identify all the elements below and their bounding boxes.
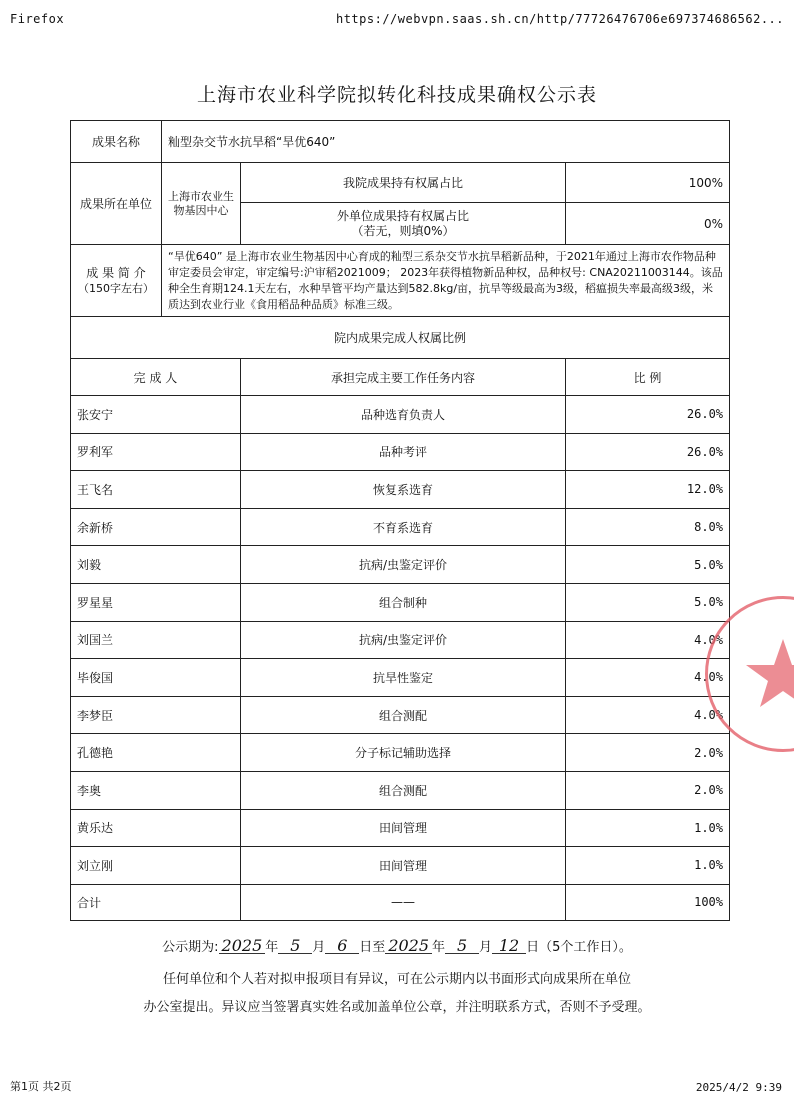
person-name: 李梦臣: [71, 696, 241, 734]
task-content: 不育系选育: [241, 508, 566, 546]
section-row: [71, 317, 730, 359]
table-row: [71, 546, 730, 584]
month-text-2: 月: [479, 940, 493, 955]
ratio-value: 4.0%: [566, 696, 730, 734]
print-datetime: 2025/4/2 9:39: [695, 1081, 782, 1094]
table-row: [71, 659, 730, 697]
table-row: [71, 734, 730, 772]
table-row: [71, 847, 730, 885]
brief-sub-label: （150字左右）: [78, 281, 154, 295]
person-name: 余新桥: [71, 508, 241, 546]
ratio-value: 2.0%: [566, 771, 730, 809]
total-row: [71, 884, 730, 920]
browser-url: https://webvpn.saas.sh.cn/http/77726476706e697374686562...: [335, 12, 784, 26]
name-row: [71, 121, 730, 163]
total-label: 合计: [71, 884, 241, 920]
unit-row-1: [71, 163, 730, 203]
table-row: [71, 396, 730, 434]
notice-line-2: 任何单位和个人若对拟申报项目有异议，可在公示期内以书面形式向成果所在单位: [162, 972, 631, 987]
ratio-value: 5.0%: [566, 583, 730, 621]
page-count: 第1页 共2页: [10, 1080, 72, 1093]
start-month: 5: [278, 939, 312, 954]
document-title: 上海市农业科学院拟转化科技成果确权公示表: [196, 84, 597, 106]
end-month: 5: [445, 939, 479, 954]
brief-label-cell: [71, 245, 162, 317]
table-row: [71, 583, 730, 621]
start-year: 2025: [219, 939, 266, 954]
task-content: 抗病/虫鉴定评价: [241, 546, 566, 584]
column-header-row: [71, 359, 730, 396]
task-content: 恢复系选育: [241, 471, 566, 509]
ratio-value: 4.0%: [566, 659, 730, 697]
ratio-value: 1.0%: [566, 847, 730, 885]
notice-period-line: [0, 936, 794, 955]
share-out-cell: [241, 203, 566, 245]
month-text: 月: [312, 940, 326, 955]
person-name: 孔德艳: [71, 734, 241, 772]
person-name: 张安宁: [71, 396, 241, 434]
person-name: 刘国兰: [71, 621, 241, 659]
table-row: [71, 809, 730, 847]
total-task: ——: [241, 884, 566, 920]
task-content: 组合制种: [241, 583, 566, 621]
person-name: 王飞名: [71, 471, 241, 509]
section-title: 院内成果完成人权属比例: [71, 317, 730, 359]
person-name: 刘立刚: [71, 847, 241, 885]
table-row: [71, 471, 730, 509]
ratio-value: 5.0%: [566, 546, 730, 584]
share-in-label: 我院成果持有权属占比: [241, 163, 566, 203]
task-content: 田间管理: [241, 847, 566, 885]
ratio-value: 4.0%: [566, 621, 730, 659]
task-content: 品种考评: [241, 433, 566, 471]
table-row: [71, 508, 730, 546]
end-text: 日（5个工作日）。: [526, 940, 632, 955]
share-out-value: 0%: [566, 203, 730, 245]
unit-value: 上海市农业生物基因中心: [162, 163, 241, 245]
table-row: [71, 433, 730, 471]
person-name: 罗星星: [71, 583, 241, 621]
table-row: [71, 621, 730, 659]
total-ratio: 100%: [566, 884, 730, 920]
person-name: 李奥: [71, 771, 241, 809]
notice-line-3: 办公室提出。异议应当签署真实姓名或加盖单位公章，并注明联系方式，否则不予受理。: [143, 1000, 651, 1015]
task-content: 分子标记辅助选择: [241, 734, 566, 772]
task-content: 品种选育负责人: [241, 396, 566, 434]
ratio-value: 26.0%: [566, 396, 730, 434]
brief-label: 成 果 简 介: [86, 265, 146, 280]
confirmation-table: [70, 120, 730, 921]
person-name: 刘毅: [71, 546, 241, 584]
ratio-value: 1.0%: [566, 809, 730, 847]
end-day: 12: [492, 939, 526, 954]
task-content: 组合测配: [241, 771, 566, 809]
column-header-task: 承担完成主要工作任务内容: [241, 359, 566, 396]
notice-prefix: 公示期为:: [162, 940, 219, 955]
column-header-ratio: 比 例: [566, 359, 730, 396]
task-content: 抗病/虫鉴定评价: [241, 621, 566, 659]
share-out-note: （若无，则填0%）: [351, 223, 455, 238]
ratio-value: 2.0%: [566, 734, 730, 772]
task-content: 田间管理: [241, 809, 566, 847]
brief-text: “旱优640” 是上海市农业生物基因中心育成的籼型三系杂交节水抗旱稻新品种，于2021年通过上海市农作物品种审定委员会审定，审定编号:沪审稻2021009； 2023年获得植物新品种权，品种权号: CNA20211003144。该品种全生育期124.1天左右，水种旱管平均产量达到582.8kg/亩，抗旱等级最高为3级，稻瘟损失率最高级3级，米质达到农业行业《食用稻品种品质》标准三级。: [162, 245, 730, 317]
ratio-value: 26.0%: [566, 433, 730, 471]
person-name: 毕俊国: [71, 659, 241, 697]
person-name: 罗利军: [71, 433, 241, 471]
column-header-person: 完 成 人: [71, 359, 241, 396]
end-year: 2025: [385, 939, 432, 954]
table-row: [71, 696, 730, 734]
browser-app-name: Firefox: [10, 12, 65, 26]
share-out-label: 外单位成果持有权属占比: [336, 208, 469, 223]
share-in-value: 100%: [566, 163, 730, 203]
official-seal-stamp: [705, 596, 794, 752]
task-content: 组合测配: [241, 696, 566, 734]
table-row: [71, 771, 730, 809]
brief-row: [71, 245, 730, 317]
ratio-value: 12.0%: [566, 471, 730, 509]
person-name: 黄乐达: [71, 809, 241, 847]
task-content: 抗旱性鉴定: [241, 659, 566, 697]
year-text: 年: [265, 940, 279, 955]
name-value: 籼型杂交节水抗旱稻“旱优640”: [162, 121, 730, 163]
start-day: 6: [325, 939, 359, 954]
ratio-value: 8.0%: [566, 508, 730, 546]
day-to-text: 日至: [359, 940, 386, 955]
year-text-2: 年: [432, 940, 446, 955]
unit-label: 成果所在单位: [71, 163, 162, 245]
name-label: 成果名称: [71, 121, 162, 163]
seal-star-icon: [708, 599, 794, 749]
